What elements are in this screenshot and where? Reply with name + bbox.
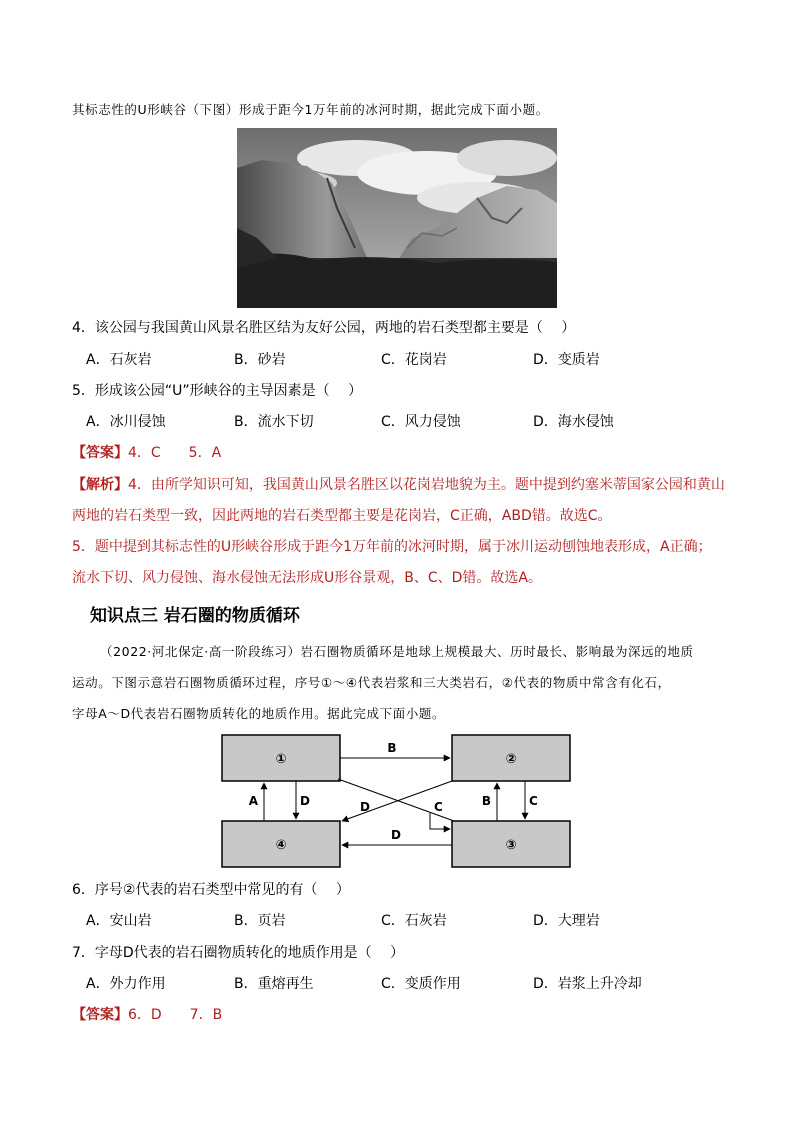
analysis-text: 4．由所学知识可知，我国黄山风景名胜区以花岗岩地貌为主。题中提到约塞米蒂国家公园和黄山	[128, 477, 725, 493]
box-3-label: ③	[505, 838, 517, 853]
u-valley-photo	[237, 128, 557, 308]
arrow-label-cross-left: D	[360, 800, 370, 814]
analysis-tag: 【解析】	[72, 477, 128, 493]
context-line-3: 字母A～D代表岩石圈物质转化的地质作用。据此完成下面小题。	[72, 706, 446, 721]
analysis-line-1	[72, 475, 725, 495]
option-b[interactable]: B．重熔再生	[234, 976, 314, 992]
question-6-stem: 6．序号②代表的岩石类型中常见的有（ ）	[72, 882, 350, 898]
box-4	[222, 821, 340, 867]
arrow-label-right-up: B	[481, 794, 491, 808]
option-c[interactable]: C．石灰岩	[381, 913, 447, 929]
box-2-label: ②	[505, 752, 517, 767]
option-a[interactable]: A．安山岩	[86, 913, 152, 929]
option-d[interactable]: D．大理岩	[533, 913, 600, 929]
answer-text: 6．D 7．B	[128, 1007, 223, 1023]
context-line-1: （2022·河北保定·高一阶段练习）岩石圈物质循环是地球上规模最大、历时最长、影响最为深远的地质	[100, 644, 694, 659]
answer-tag: 【答案】	[72, 445, 128, 461]
analysis-line-3: 5．题中提到其标志性的U形峡谷形成于距今1万年前的冰河时期，属于冰川运动刨蚀地表形成，A正确；	[72, 539, 712, 555]
option-d[interactable]: D．变质岩	[533, 352, 600, 368]
option-b[interactable]: B．流水下切	[234, 414, 314, 430]
option-a[interactable]: A．外力作用	[86, 976, 166, 992]
answer-tag: 【答案】	[72, 1007, 128, 1023]
arrow-label-top: B	[387, 741, 397, 755]
option-a[interactable]: A．石灰岩	[86, 352, 152, 368]
box-1-label: ①	[275, 752, 287, 767]
box-4-label: ④	[275, 838, 287, 853]
option-c[interactable]: C．变质作用	[381, 976, 461, 992]
question-4-stem: 4．该公园与我国黄山风景名胜区结为友好公园，两地的岩石类型都主要是（ ）	[72, 320, 576, 336]
arrow-label-left-down: D	[300, 794, 310, 808]
arrow-label-cross-right: C	[434, 800, 443, 814]
rock-cycle-diagram	[220, 733, 572, 873]
box-2	[452, 735, 570, 781]
answer-text: 4．C 5．A	[128, 445, 222, 461]
option-a[interactable]: A．冰川侵蚀	[86, 414, 166, 430]
analysis-line-2: 两地的岩石类型一致，因此两地的岩石类型都主要是花岗岩，C正确，ABD错。故选C。	[72, 508, 612, 524]
context-line-2: 运动。下图示意岩石圈物质循环过程，序号①～④代表岩浆和三大类岩石，②代表的物质中常含有化石，	[72, 675, 671, 690]
question-5-stem: 5．形成该公园“U”形峡谷的主导因素是（ ）	[72, 383, 363, 399]
arrow-label-bottom: D	[391, 828, 401, 842]
option-b[interactable]: B．页岩	[234, 913, 286, 929]
analysis-line-4: 流水下切、风力侵蚀、海水侵蚀无法形成U形谷景观，B、C、D错。故选A。	[72, 570, 542, 586]
option-b[interactable]: B．砂岩	[234, 352, 286, 368]
answer-block-2	[72, 1005, 222, 1025]
option-c[interactable]: C．花岗岩	[381, 352, 447, 368]
box-3	[452, 821, 570, 867]
answer-block-1	[72, 443, 221, 463]
option-c[interactable]: C．风力侵蚀	[381, 414, 461, 430]
intro-text: 其标志性的U形峡谷（下图）形成于距今1万年前的冰河时期，据此完成下面小题。	[72, 102, 549, 117]
option-d[interactable]: D．海水侵蚀	[533, 414, 614, 430]
section-title: 知识点三 岩石圈的物质循环	[90, 606, 300, 626]
box-1	[222, 735, 340, 781]
arrow-label-right-down: C	[529, 794, 538, 808]
question-7-stem: 7．字母D代表的岩石圈物质转化的地质作用是（ ）	[72, 945, 405, 961]
arrow-label-left-up: A	[248, 794, 258, 808]
option-d[interactable]: D．岩浆上升冷却	[533, 976, 642, 992]
